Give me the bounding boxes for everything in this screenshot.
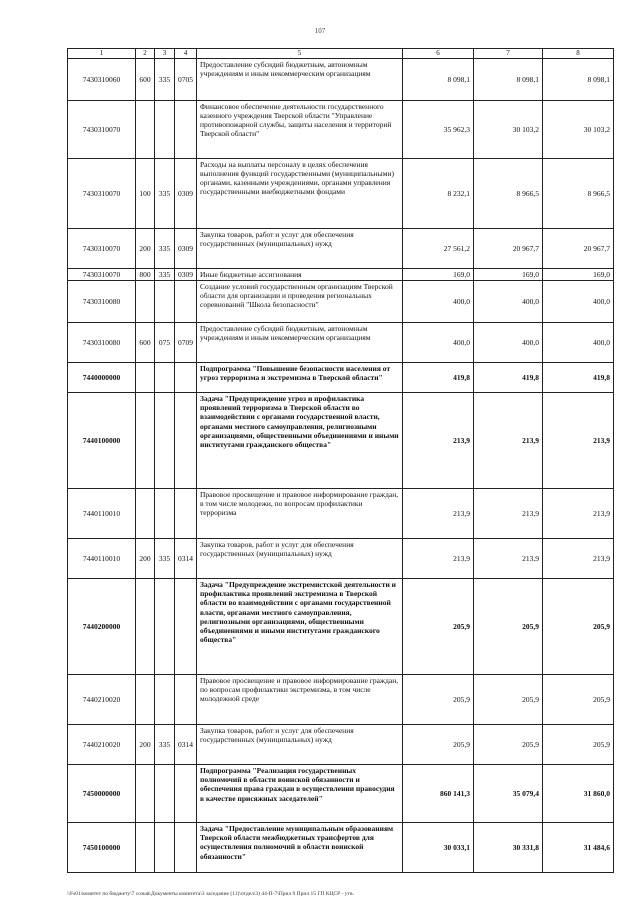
row-code: 7440110010 xyxy=(68,539,136,579)
row-col-3 xyxy=(155,675,175,725)
row-amount-8: 20 967,7 xyxy=(543,229,614,269)
column-header: 2 xyxy=(136,49,155,59)
column-header: 3 xyxy=(155,49,175,59)
row-amount-6: 169,0 xyxy=(403,269,474,281)
row-col-4: 0309 xyxy=(175,269,197,281)
row-col-2 xyxy=(136,101,155,159)
column-header: 1 xyxy=(68,49,136,59)
table-row xyxy=(68,59,614,101)
table-body xyxy=(68,59,614,873)
row-name: Правовое просвещение и правовое информирование граждан, в том числе молодежи, по вопросам профилактики терроризма xyxy=(197,489,403,539)
row-col-4 xyxy=(175,579,197,675)
row-name: Закупка товаров, работ и услуг для обеспечения государственных (муниципальных) нужд xyxy=(197,539,403,579)
row-amount-7: 30 331,8 xyxy=(474,823,543,873)
row-col-3: 335 xyxy=(155,269,175,281)
table-row xyxy=(68,393,614,489)
row-col-4: 0314 xyxy=(175,725,197,765)
row-name: Предоставление субсидий бюджетным, автономным учреждениям и иным некоммерческим организациям xyxy=(197,323,403,363)
row-amount-6: 8 098,1 xyxy=(403,59,474,101)
row-col-3 xyxy=(155,489,175,539)
row-amount-6: 27 561,2 xyxy=(403,229,474,269)
row-amount-7: 8 098,1 xyxy=(474,59,543,101)
table-row xyxy=(68,539,614,579)
row-amount-8: 8 098,1 xyxy=(543,59,614,101)
row-amount-6: 213,9 xyxy=(403,489,474,539)
row-code: 7430310070 xyxy=(68,229,136,269)
header-row xyxy=(68,49,614,59)
row-amount-8: 213,9 xyxy=(543,539,614,579)
table-row xyxy=(68,281,614,323)
row-col-3 xyxy=(155,579,175,675)
row-col-4 xyxy=(175,393,197,489)
row-name: Финансовое обеспечение деятельности государственного казенного учреждения Тверской области "Управление противопожарной службы, защиты населения и территорий Тверской области" xyxy=(197,101,403,159)
row-col-2: 800 xyxy=(136,269,155,281)
row-amount-8: 213,9 xyxy=(543,393,614,489)
row-amount-7: 30 103,2 xyxy=(474,101,543,159)
row-col-4: 0314 xyxy=(175,539,197,579)
row-code: 7440210020 xyxy=(68,675,136,725)
row-col-4: 0709 xyxy=(175,323,197,363)
row-amount-7: 205,9 xyxy=(474,579,543,675)
row-amount-7: 20 967,7 xyxy=(474,229,543,269)
table-row xyxy=(68,229,614,269)
row-col-4 xyxy=(175,823,197,873)
row-name: Создание условий государственным организациям Тверской области для организации и проведения региональных соревнований "Школа безопасности" xyxy=(197,281,403,323)
row-amount-8: 400,0 xyxy=(543,323,614,363)
row-name: Задача "Предупреждение угроз и профилактика проявлений терроризма в Тверской области во взаимодействии с органами государственной власти, органами местного самоуправления, религиозными организациями, общественными объединениями и иными институтами гражданского общества" xyxy=(197,393,403,489)
row-amount-8: 31 484,6 xyxy=(543,823,614,873)
row-col-3 xyxy=(155,281,175,323)
row-amount-8: 8 966,5 xyxy=(543,159,614,229)
row-code: 7430310080 xyxy=(68,323,136,363)
row-amount-8: 205,9 xyxy=(543,579,614,675)
row-col-2: 600 xyxy=(136,323,155,363)
row-col-2 xyxy=(136,823,155,873)
row-col-4 xyxy=(175,489,197,539)
row-col-2 xyxy=(136,489,155,539)
row-col-3 xyxy=(155,393,175,489)
row-col-4 xyxy=(175,675,197,725)
table-row xyxy=(68,323,614,363)
table-row xyxy=(68,489,614,539)
row-amount-7: 8 966,5 xyxy=(474,159,543,229)
table-row xyxy=(68,363,614,393)
row-name: Подпрограмма "Реализация государственных полномочий в области воинской обязанности и обеспечения права граждан в осуществлении правосудия в качестве присяжных заседателей" xyxy=(197,765,403,823)
footer-file-path: \\Fs01\комитет по бюджету\7 созыв\Документы комитета\3 заседание (11)\отдел\3) 44-П-7\Прил 9 Прил 15 ГП КЦСР - утв. xyxy=(67,891,354,897)
table-row xyxy=(68,101,614,159)
row-code: 7440200000 xyxy=(68,579,136,675)
row-name: Задача "Предоставление муниципальным образованиям Тверской области межбюджетных трансфертов для осуществления полномочий в области воинской обязанности" xyxy=(197,823,403,873)
row-code: 7440000000 xyxy=(68,363,136,393)
row-col-4: 0309 xyxy=(175,159,197,229)
row-col-2: 100 xyxy=(136,159,155,229)
row-amount-8: 205,9 xyxy=(543,675,614,725)
row-amount-8: 169,0 xyxy=(543,269,614,281)
row-amount-8: 30 103,2 xyxy=(543,101,614,159)
row-amount-6: 400,0 xyxy=(403,323,474,363)
row-col-4: 0309 xyxy=(175,229,197,269)
row-name: Расходы на выплаты персоналу в целях обеспечения выполнения функций государственными (муниципальными) органами, казенными учреждениями, органами управления государственными внебюджетными фондами xyxy=(197,159,403,229)
row-col-2 xyxy=(136,281,155,323)
row-amount-7: 213,9 xyxy=(474,489,543,539)
row-amount-6: 213,9 xyxy=(403,539,474,579)
row-code: 7430310070 xyxy=(68,159,136,229)
row-col-2 xyxy=(136,363,155,393)
row-code: 7450100000 xyxy=(68,823,136,873)
row-amount-6: 400,0 xyxy=(403,281,474,323)
row-col-3: 075 xyxy=(155,323,175,363)
row-amount-7: 205,9 xyxy=(474,725,543,765)
row-col-3: 335 xyxy=(155,539,175,579)
row-amount-6: 213,9 xyxy=(403,393,474,489)
row-amount-7: 400,0 xyxy=(474,323,543,363)
row-col-4 xyxy=(175,281,197,323)
row-col-2: 200 xyxy=(136,229,155,269)
row-code: 7440110010 xyxy=(68,489,136,539)
row-col-3: 335 xyxy=(155,59,175,101)
row-amount-8: 205,9 xyxy=(543,725,614,765)
row-amount-6: 35 962,3 xyxy=(403,101,474,159)
column-header: 4 xyxy=(175,49,197,59)
row-amount-7: 213,9 xyxy=(474,539,543,579)
row-amount-7: 419,8 xyxy=(474,363,543,393)
row-col-3 xyxy=(155,823,175,873)
row-col-4 xyxy=(175,101,197,159)
column-header: 6 xyxy=(403,49,474,59)
column-header: 7 xyxy=(474,49,543,59)
row-name: Предоставление субсидий бюджетным, автономным учреждениям и иным некоммерческим организациям xyxy=(197,59,403,101)
row-amount-7: 169,0 xyxy=(474,269,543,281)
row-col-3: 335 xyxy=(155,159,175,229)
row-col-3 xyxy=(155,101,175,159)
row-col-3 xyxy=(155,363,175,393)
table-row xyxy=(68,159,614,229)
row-code: 7430310070 xyxy=(68,269,136,281)
row-col-2 xyxy=(136,765,155,823)
table-row xyxy=(68,675,614,725)
table-row xyxy=(68,269,614,281)
row-col-2: 200 xyxy=(136,725,155,765)
row-amount-6: 8 232,1 xyxy=(403,159,474,229)
row-col-4 xyxy=(175,765,197,823)
row-col-4 xyxy=(175,363,197,393)
row-amount-6: 205,9 xyxy=(403,579,474,675)
row-code: 7440100000 xyxy=(68,393,136,489)
row-name: Закупка товаров, работ и услуг для обеспечения государственных (муниципальных) нужд xyxy=(197,725,403,765)
row-col-3 xyxy=(155,765,175,823)
row-amount-8: 419,8 xyxy=(543,363,614,393)
row-name: Закупка товаров, работ и услуг для обеспечения государственных (муниципальных) нужд xyxy=(197,229,403,269)
page-number: 107 xyxy=(314,27,326,35)
row-col-3: 335 xyxy=(155,725,175,765)
table-row xyxy=(68,765,614,823)
column-header: 5 xyxy=(197,49,403,59)
row-amount-8: 400,0 xyxy=(543,281,614,323)
row-col-2 xyxy=(136,393,155,489)
row-name: Подпрограмма "Повышение безопасности населения от угроз терроризма и экстремизма в Тверской области" xyxy=(197,363,403,393)
row-amount-7: 35 079,4 xyxy=(474,765,543,823)
table-row xyxy=(68,579,614,675)
row-amount-6: 205,9 xyxy=(403,675,474,725)
row-name: Правовое просвещение и правовое информирование граждан, по вопросам профилактики экстремизма, в том числе молодежной среде xyxy=(197,675,403,725)
row-amount-8: 213,9 xyxy=(543,489,614,539)
row-col-2: 600 xyxy=(136,59,155,101)
row-col-2 xyxy=(136,675,155,725)
row-amount-6: 30 033,1 xyxy=(403,823,474,873)
table-row xyxy=(68,823,614,873)
column-header: 8 xyxy=(543,49,614,59)
row-code: 7450000000 xyxy=(68,765,136,823)
row-code: 7430310080 xyxy=(68,281,136,323)
row-col-2 xyxy=(136,579,155,675)
row-col-2: 200 xyxy=(136,539,155,579)
row-amount-7: 205,9 xyxy=(474,675,543,725)
row-amount-6: 205,9 xyxy=(403,725,474,765)
row-name: Задача "Предупреждение экстремистской деятельности и профилактика проявлений экстремизма в Тверской области во взаимодействии с органами государственной власти, органами местного самоуправления, религиозными организациями, общественными объединениями и иными институтами гражданского общества" xyxy=(197,579,403,675)
row-amount-7: 213,9 xyxy=(474,393,543,489)
table-row xyxy=(68,725,614,765)
row-amount-7: 400,0 xyxy=(474,281,543,323)
table-header xyxy=(68,49,614,59)
row-amount-6: 419,8 xyxy=(403,363,474,393)
budget-table xyxy=(67,48,614,873)
row-amount-8: 31 860,0 xyxy=(543,765,614,823)
row-name: Иные бюджетные ассигнования xyxy=(197,269,403,281)
row-code: 7440210020 xyxy=(68,725,136,765)
row-col-4: 0705 xyxy=(175,59,197,101)
row-col-3: 335 xyxy=(155,229,175,269)
row-code: 7430310060 xyxy=(68,59,136,101)
row-code: 7430310070 xyxy=(68,101,136,159)
row-amount-6: 860 141,3 xyxy=(403,765,474,823)
